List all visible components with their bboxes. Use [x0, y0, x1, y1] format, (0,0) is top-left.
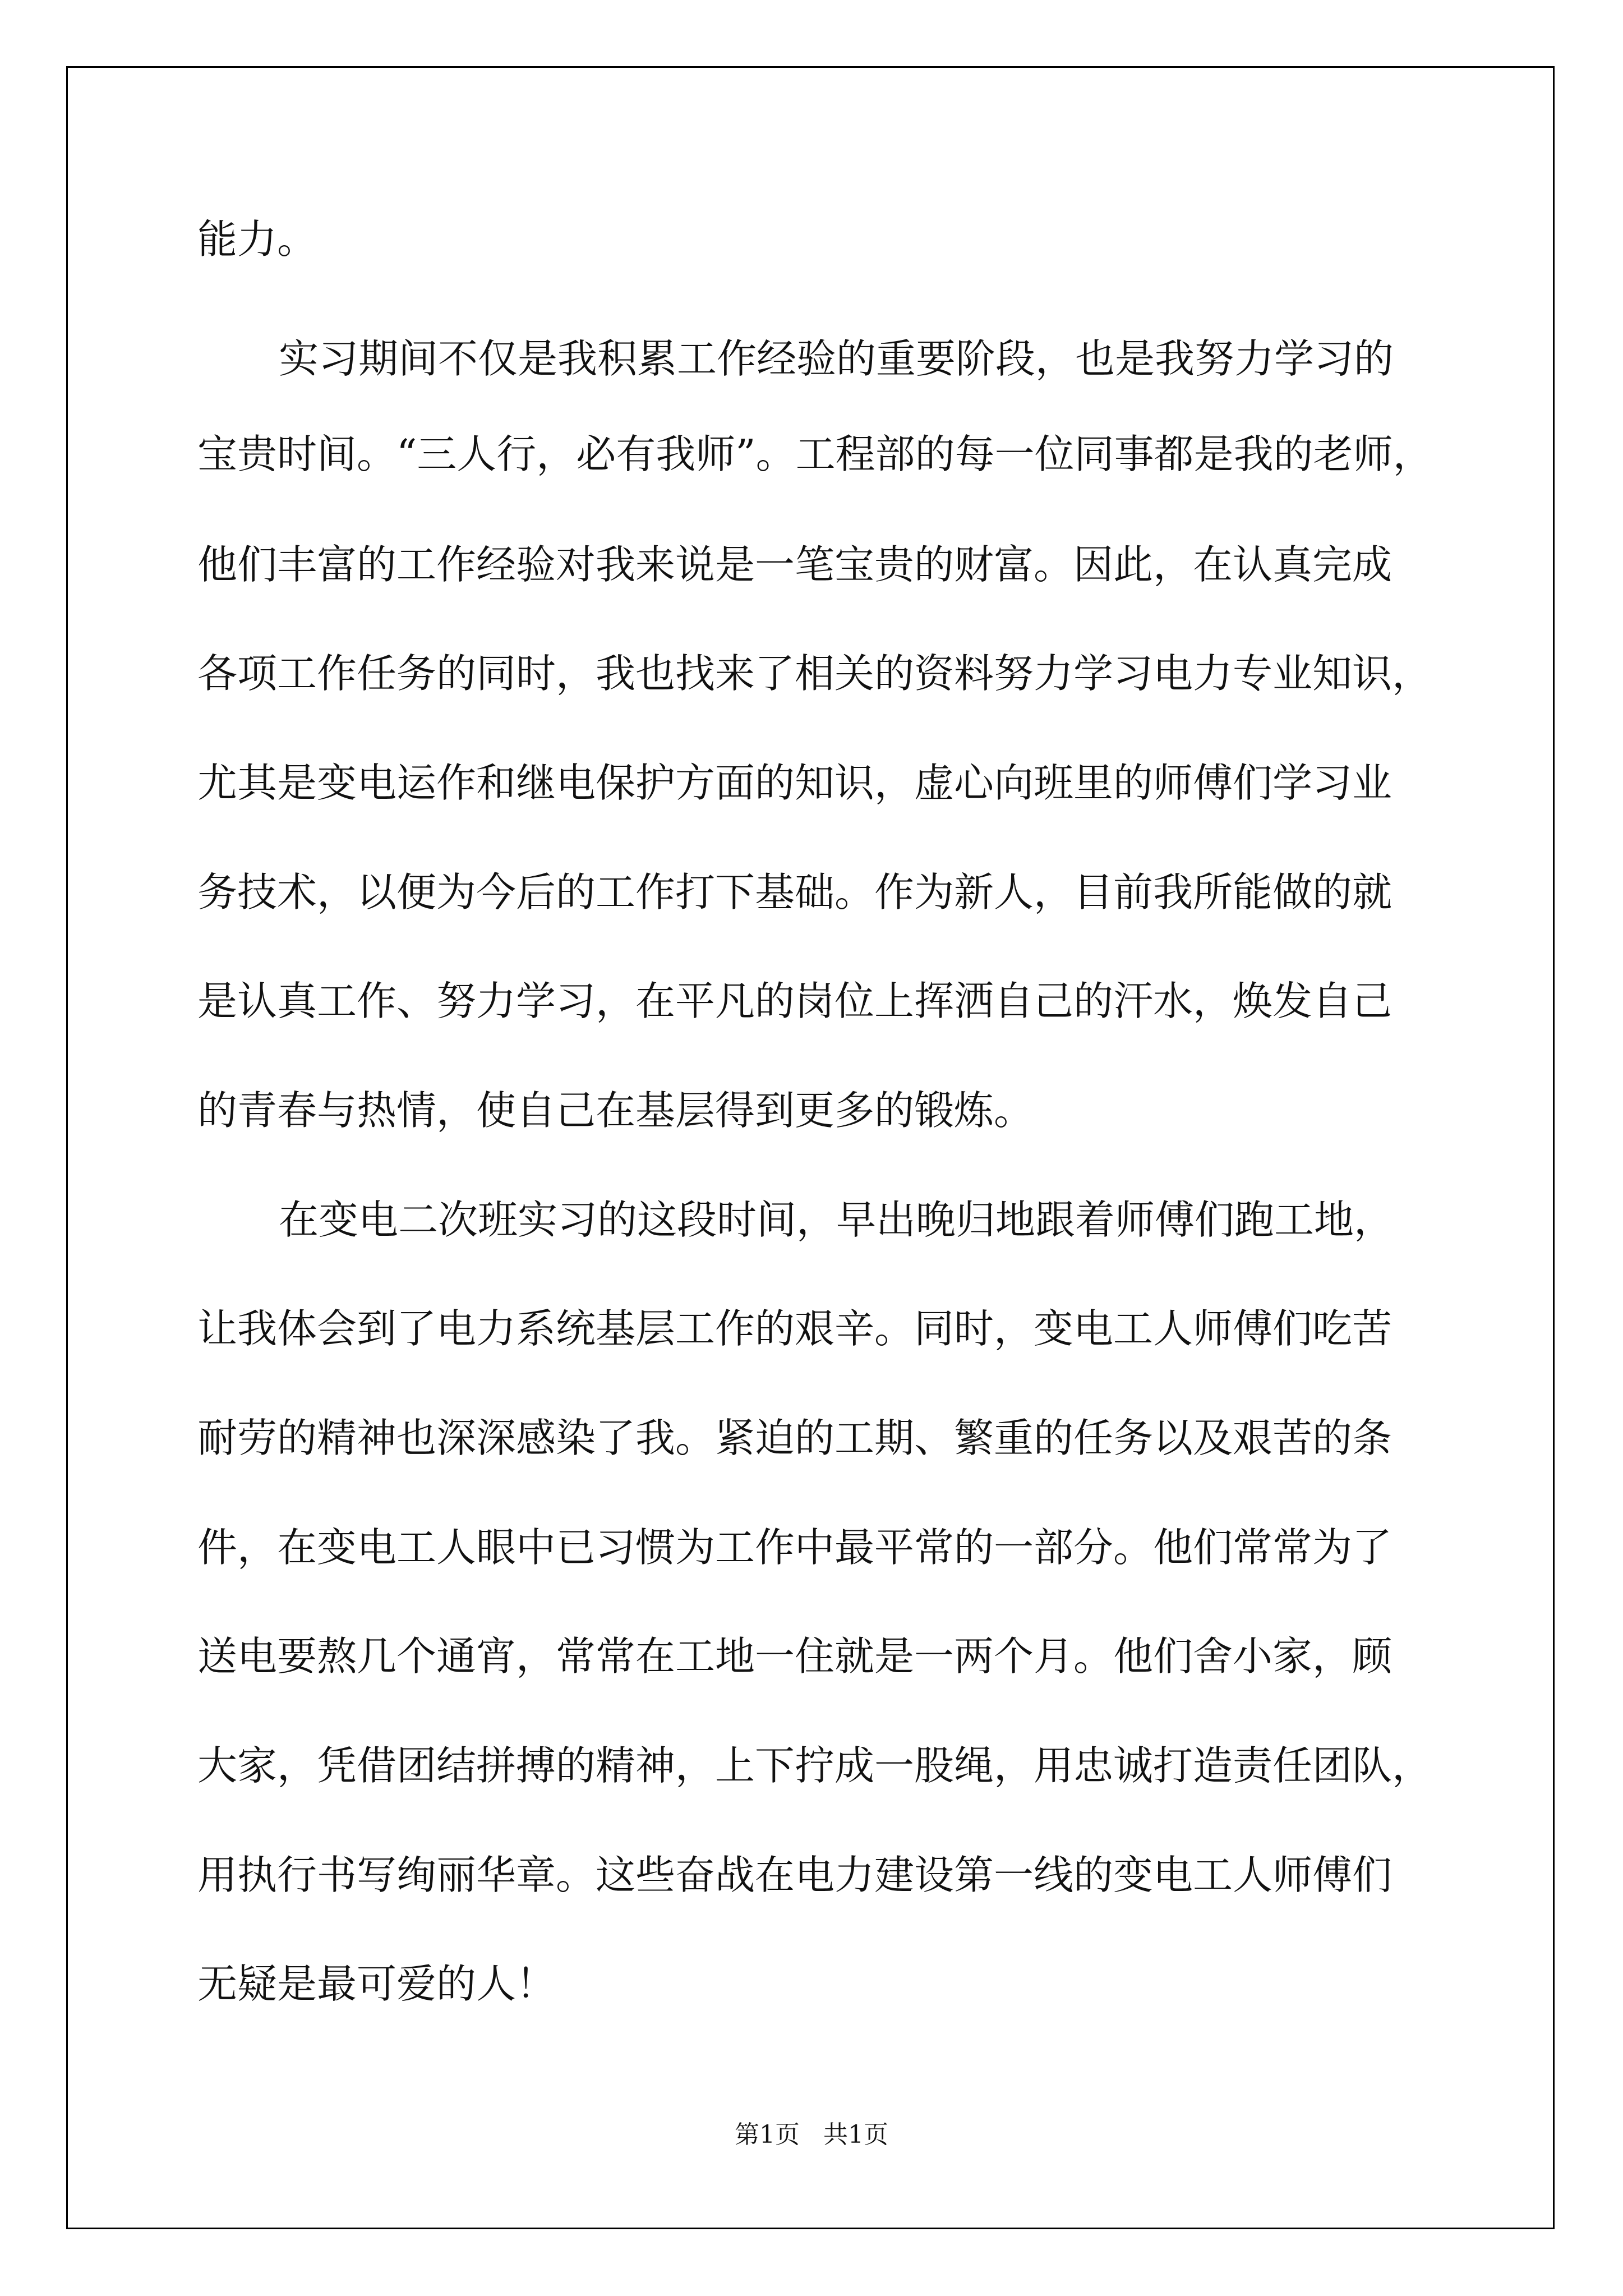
text-line-16: 用执行书写绚丽华章。这些奋战在电力建设第一线的变电工人师傅们 [197, 1852, 1393, 1898]
text-line-17: 无疑是最可爱的人！ [197, 1961, 556, 2007]
text-line-9: 的青春与热情，使自己在基层得到更多的锻炼。 [197, 1087, 1034, 1134]
text-line-10: 在变电二次班实习的这段时间，早出晚归地跟着师傅们跑工地， [279, 1197, 1394, 1243]
text-line-14: 送电要熬几个通宵，常常在工地一住就是一两个月。他们舍小家，顾 [197, 1633, 1393, 1680]
text-line-7: 务技术，以便为今后的工作打下基础。作为新人，目前我所能做的就 [197, 869, 1393, 915]
text-line-3: 宝贵时间。“三人行，必有我师”。工程部的每一位同事都是我的老师， [197, 431, 1433, 477]
text-line-12: 耐劳的精神也深深感染了我。紧迫的工期、繁重的任务以及艰苦的条 [197, 1415, 1393, 1461]
text-line-2: 实习期间不仅是我积累工作经验的重要阶段，也是我努力学习的 [279, 335, 1394, 382]
text-line-15: 大家，凭借团结拼搏的精神，上下拧成一股绳，用忠诚打造责任团队， [197, 1742, 1432, 1789]
page-border [66, 66, 1555, 2229]
text-line-8: 是认真工作、努力学习，在平凡的岗位上挥洒自己的汗水，焕发自己 [197, 978, 1393, 1024]
text-line-1: 能力。 [197, 216, 317, 263]
text-line-6: 尤其是变电运作和继电保护方面的知识，虚心向班里的师傅们学习业 [197, 760, 1393, 806]
text-line-13: 件，在变电工人眼中已习惯为工作中最平常的一部分。他们常常为了 [197, 1524, 1393, 1571]
text-line-4: 他们丰富的工作经验对我来说是一笔宝贵的财富。因此，在认真完成 [197, 541, 1393, 588]
page-number-footer: 第1页 共1页 [735, 2120, 888, 2149]
text-line-11: 让我体会到了电力系统基层工作的艰辛。同时，变电工人师傅们吃苦 [197, 1305, 1393, 1352]
text-line-5: 各项工作任务的同时，我也找来了相关的资料努力学习电力专业知识， [197, 650, 1432, 697]
